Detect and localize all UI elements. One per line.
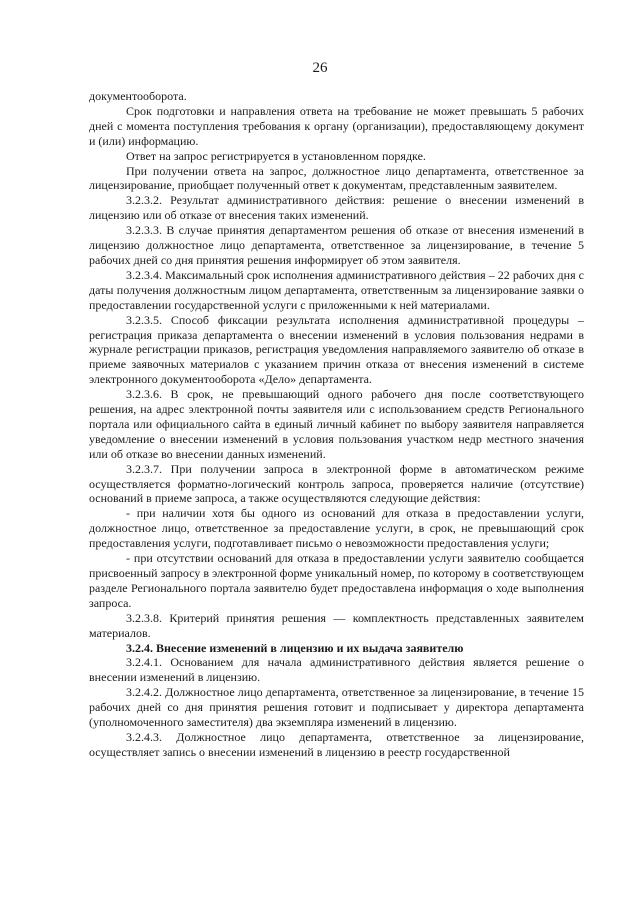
- paragraph: 3.2.3.2. Результат административного действия: решение о внесении изменений в лицензию или об отказе от внесения таких изменений.: [89, 193, 584, 223]
- paragraph: Срок подготовки и направления ответа на требование не может превышать 5 рабочих дней с момента поступления требования к органу (организации), предоставляющему документ и (или) информацию.: [89, 103, 584, 148]
- paragraph: 3.2.3.4. Максимальный срок исполнения административного действия – 22 рабочих дня с даты получения должностным лицом департамента, ответственным за лицензирование заявки о предоставлении государственной услуги с приложенными к ней материалами.: [89, 267, 584, 312]
- paragraph: документооборота.: [89, 89, 187, 103]
- paragraph: При получении ответа на запрос, должностное лицо департамента, ответственное за лицензирование, приобщает полученный ответ к документам, представленным заявителем.: [89, 163, 584, 193]
- paragraph: 3.2.4.1. Основанием для начала административного действия является решение о внесении изменений в лицензию.: [89, 655, 584, 685]
- paragraph: 3.2.4.2. Должностное лицо департамента, ответственное за лицензирование, в течение 15 рабочих дней со дня принятия решения готовит и подписывает у директора департамента (уполномоченного заместителя) два экземпляра изменений в лицензию.: [89, 685, 584, 730]
- list-item: - при отсутствии оснований для отказа в предоставлении услуги заявителю сообщается присвоенный запросу в электронной форме уникальный номер, по которому в соответствующем разделе Регионального портала заявителю будет предоставлена информация о ходе выполнения запроса.: [89, 551, 584, 610]
- section-heading: 3.2.4. Внесение изменений в лицензию и их выдача заявителю: [126, 640, 464, 655]
- paragraph: 3.2.3.6. В срок, не превышающий одного рабочего дня после соответствующего решения, на адрес электронной почты заявителя или с использованием средств Регионального портала или официального сайта в единый личный кабинет по выбору заявителя направляется уведомление о внесении изменений в условия пользования участком недр местного значения или об отказе во внесении данных изменений.: [89, 387, 584, 461]
- paragraph: Ответ на запрос регистрируется в установленном порядке.: [126, 148, 426, 163]
- paragraph: 3.2.3.3. В случае принятия департаментом решения об отказе от внесения изменений в лицензию должностное лицо департамента, ответственное за лицензирование, в течение 5 рабочих дней со дня принятия решения информирует об этом заявителя.: [89, 223, 584, 267]
- paragraph: 3.2.3.7. При получении запроса в электронной форме в автоматическом режиме осуществляется форматно-логический контроль запроса, проверяется наличие (отсутствие) оснований в приеме запроса, а также осуществляются следующие действия:: [89, 461, 584, 506]
- list-item: - при наличии хотя бы одного из оснований для отказа в предоставлении услуги, должностное лицо, ответственное за предоставление услуги, в срок, не превышающий срок предоставления услуги, подготавливает письмо о невозможности предоставления услуги;: [89, 506, 584, 551]
- paragraph: 3.2.3.5. Способ фиксации результата исполнения административной процедуры – регистрация приказа департамента о внесении изменений в условия пользования недрами в журнале регистрации приказов, регистрация уведомления направляемого заявителю об отказе в приеме заявочных материалов с указанием причин отказа от внесения изменений в системе электронного документооборота «Дело» департамента.: [89, 312, 584, 387]
- paragraph: 3.2.4.3. Должностное лицо департамента, ответственное за лицензирование, осуществляет запись о внесении изменений в лицензию в реестр государственной: [89, 729, 584, 759]
- page-number: 26: [312, 60, 328, 76]
- paragraph: 3.2.3.8. Критерий принятия решения — комплектность представленных заявителем материалов.: [89, 610, 584, 640]
- document-body: [89, 89, 584, 760]
